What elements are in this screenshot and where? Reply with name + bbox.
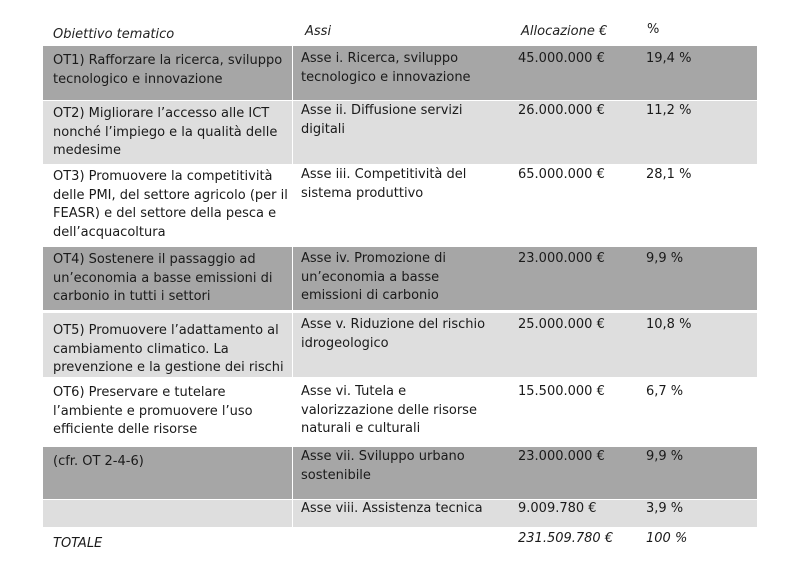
asse-cell: Asse iii. Competitività del sistema produttivo [301, 167, 467, 201]
asse-cell: Asse viii. Assistenza tecnica [301, 501, 483, 516]
table-row [43, 447, 757, 499]
pct-cell: 9,9 % [646, 449, 684, 464]
alloc-cell: 23.000.000 € [518, 449, 605, 464]
pct-cell: 28,1 % [646, 167, 692, 182]
table-row [43, 101, 757, 164]
table-row [43, 247, 757, 310]
total-label: TOTALE [53, 536, 103, 551]
asse-cell: Asse ii. Diffusione servizi digitali [301, 103, 463, 137]
asse-cell: Asse i. Ricerca, sviluppo tecnologico e innovazione [301, 51, 471, 85]
ot-cell: OT3) Promuovere la competitività delle PMI, del settore agricolo (per il FEASR) e del settore della pesca e dell’acquacoltura [53, 169, 288, 240]
asse-cell: Asse v. Riduzione del rischio idrogeologico [301, 317, 486, 351]
alloc-cell: 23.000.000 € [518, 251, 605, 266]
pct-cell: 11,2 % [646, 103, 692, 118]
header-percent: % [647, 22, 660, 37]
asse-cell: Asse vii. Sviluppo urbano sostenibile [301, 449, 465, 483]
table-row [43, 313, 757, 377]
alloc-cell: 25.000.000 € [518, 317, 605, 332]
table-row [43, 379, 757, 445]
table-row [43, 500, 757, 527]
pct-cell: 6,7 % [646, 384, 684, 399]
alloc-cell: 15.500.000 € [518, 384, 605, 399]
header-allocazione: Allocazione € [521, 24, 608, 39]
ot-cell: (cfr. OT 2-4-6) [53, 454, 144, 469]
ot-cell: OT2) Migliorare l’accesso alle ICT nonché l’impiego e la qualità delle medesime [53, 106, 278, 158]
alloc-cell: 26.000.000 € [518, 103, 605, 118]
total-alloc: 231.509.780 € [518, 531, 614, 546]
asse-cell: Asse vi. Tutela e valorizzazione delle risorse naturali e culturali [301, 384, 477, 436]
table-row [43, 46, 757, 100]
pct-cell: 10,8 % [646, 317, 692, 332]
alloc-cell: 9.009.780 € [518, 501, 597, 516]
header-obiettivo: Obiettivo tematico [53, 27, 175, 42]
ot-cell: OT1) Rafforzare la ricerca, sviluppo tecnologico e innovazione [53, 53, 283, 87]
table-row [43, 165, 757, 245]
ot-cell: OT5) Promuovere l’adattamento al cambiamento climatico. La prevenzione e la gestione dei rischi [53, 323, 284, 375]
ot-cell: OT4) Sostenere il passaggio ad un’economia a basse emissioni di carbonio in tutti i settori [53, 252, 273, 304]
alloc-cell: 65.000.000 € [518, 167, 605, 182]
header-assi: Assi [305, 24, 332, 39]
total-pct: 100 % [646, 531, 688, 546]
pct-cell: 9,9 % [646, 251, 684, 266]
asse-cell: Asse iv. Promozione di un’economia a basse emissioni di carbonio [301, 251, 446, 303]
pct-cell: 3,9 % [646, 501, 684, 516]
alloc-cell: 45.000.000 € [518, 51, 605, 66]
ot-cell: OT6) Preservare e tutelare l’ambiente e promuovere l’uso efficiente delle risorse [53, 385, 253, 437]
pct-cell: 19,4 % [646, 51, 692, 66]
